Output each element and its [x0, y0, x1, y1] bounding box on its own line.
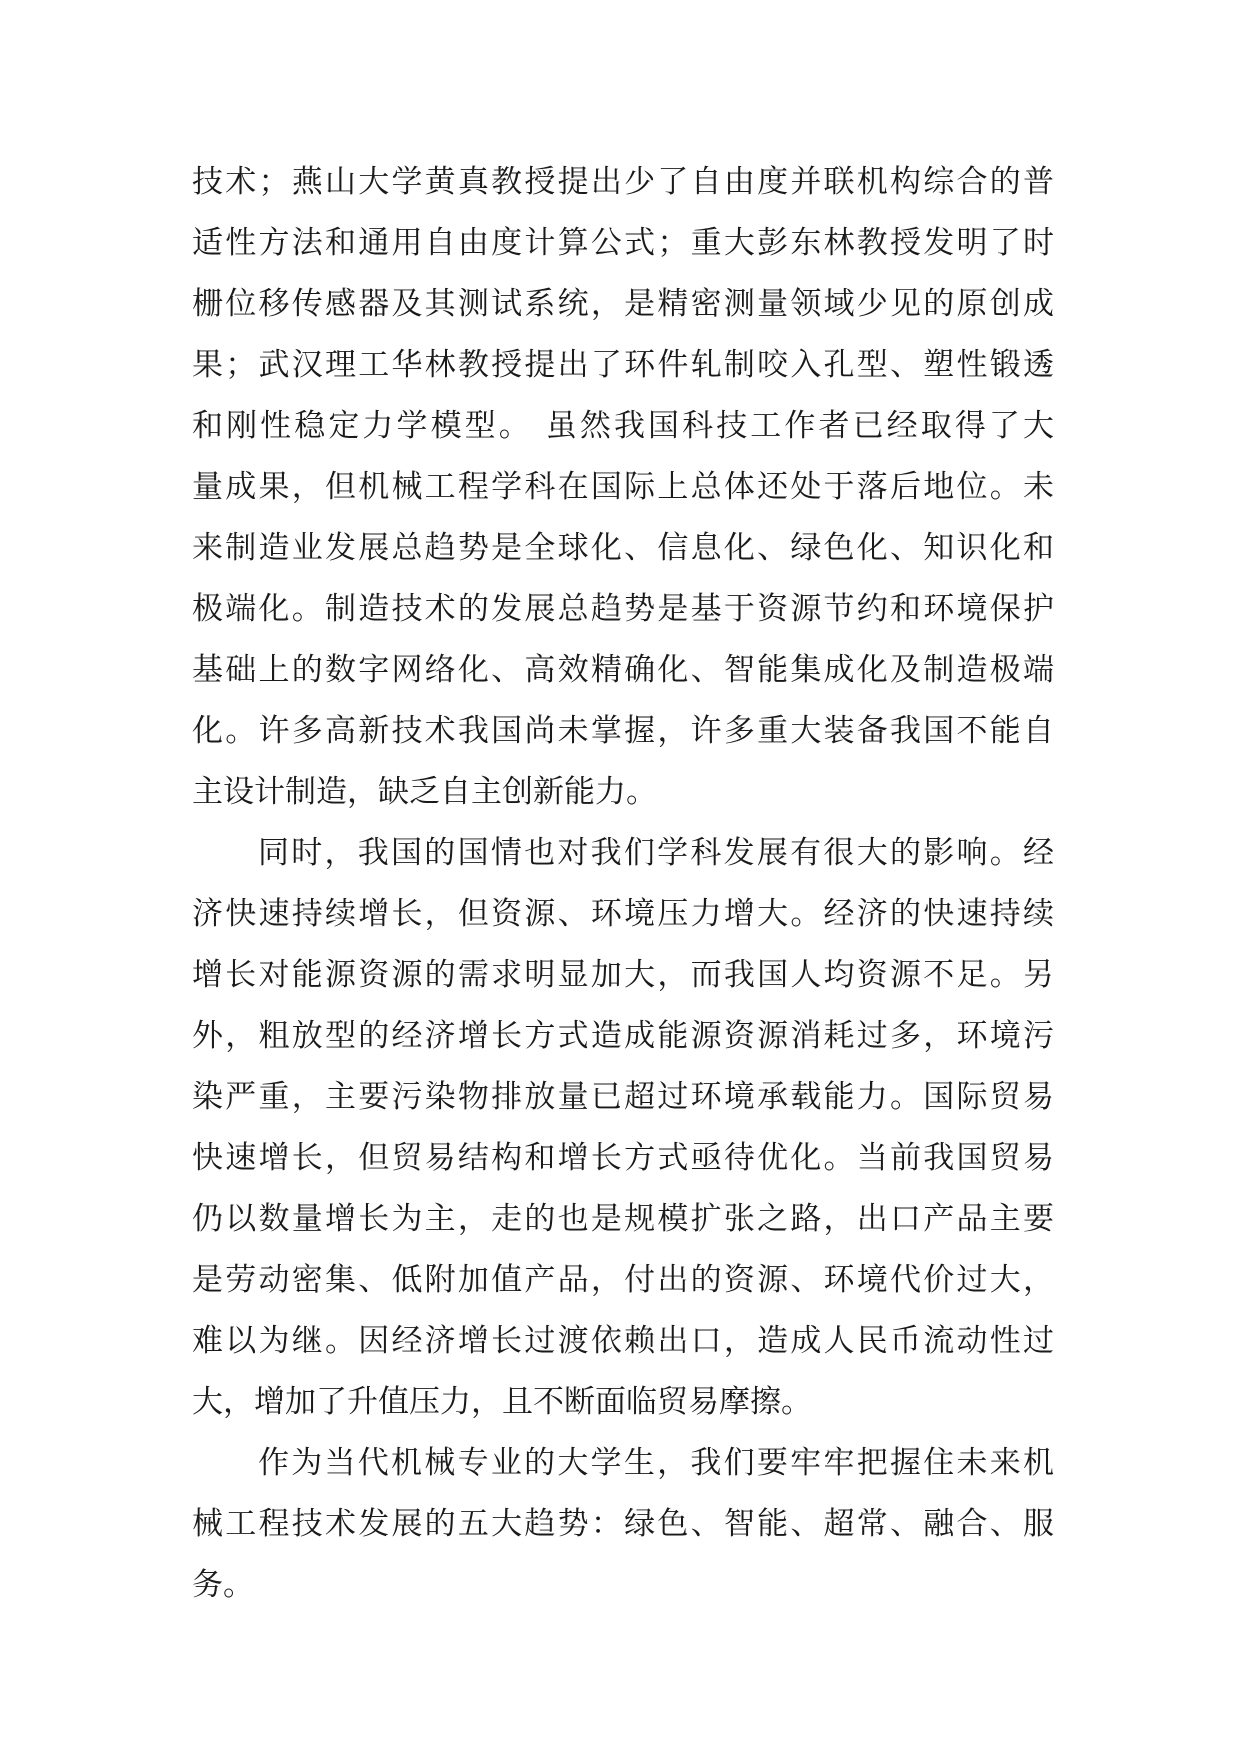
- text-line: 极端化。制造技术的发展总趋势是基于资源节约和环境保护: [192, 591, 1054, 627]
- text-line: 械工程技术发展的五大趋势：绿色、智能、超常、融合、服: [192, 1506, 1054, 1542]
- text-line: 大，增加了升值压力，且不断面临贸易摩擦。: [192, 1384, 812, 1420]
- text-line: 务。: [192, 1567, 254, 1603]
- text-line: 和刚性稳定力学模型。 虽然我国科技工作者已经取得了大: [192, 408, 1054, 444]
- text-line: 是劳动密集、低附加值产品，付出的资源、环境代价过大，: [192, 1262, 1054, 1298]
- text-line: 果；武汉理工华林教授提出了环件轧制咬入孔型、塑性锻透: [192, 347, 1054, 383]
- text-line: 济快速持续增长，但资源、环境压力增大。经济的快速持续: [192, 896, 1054, 932]
- text-line: 作为当代机械专业的大学生，我们要牢牢把握住未来机: [258, 1445, 1054, 1481]
- text-line: 适性方法和通用自由度计算公式；重大彭东林教授发明了时: [192, 225, 1054, 261]
- paragraph: [192, 152, 1054, 823]
- text-line: 增长对能源资源的需求明显加大，而我国人均资源不足。另: [192, 957, 1054, 993]
- text-line: 外，粗放型的经济增长方式造成能源资源消耗过多，环境污: [192, 1018, 1054, 1054]
- text-line: 同时，我国的国情也对我们学科发展有很大的影响。经: [258, 835, 1054, 871]
- text-line: 基础上的数字网络化、高效精确化、智能集成化及制造极端: [192, 652, 1054, 688]
- text-line: 量成果，但机械工程学科在国际上总体还处于落后地位。未: [192, 469, 1054, 505]
- text-line: 仍以数量增长为主，走的也是规模扩张之路，出口产品主要: [192, 1201, 1054, 1237]
- paragraph: [192, 823, 1054, 1433]
- text-line: 主设计制造，缺乏自主创新能力。: [192, 774, 657, 810]
- paragraph: [192, 1433, 1054, 1616]
- text-line: 技术；燕山大学黄真教授提出少了自由度并联机构综合的普: [192, 164, 1054, 200]
- text-line: 来制造业发展总趋势是全球化、信息化、绿色化、知识化和: [192, 530, 1054, 566]
- text-line: 难以为继。因经济增长过渡依赖出口，造成人民币流动性过: [192, 1323, 1054, 1359]
- text-line: 染严重，主要污染物排放量已超过环境承载能力。国际贸易: [192, 1079, 1054, 1115]
- text-line: 化。许多高新技术我国尚未掌握，许多重大装备我国不能自: [192, 713, 1054, 749]
- text-line: 快速增长，但贸易结构和增长方式亟待优化。当前我国贸易: [192, 1140, 1054, 1176]
- text-line: 栅位移传感器及其测试系统，是精密测量领域少见的原创成: [192, 286, 1054, 322]
- document-body: [192, 152, 1054, 1616]
